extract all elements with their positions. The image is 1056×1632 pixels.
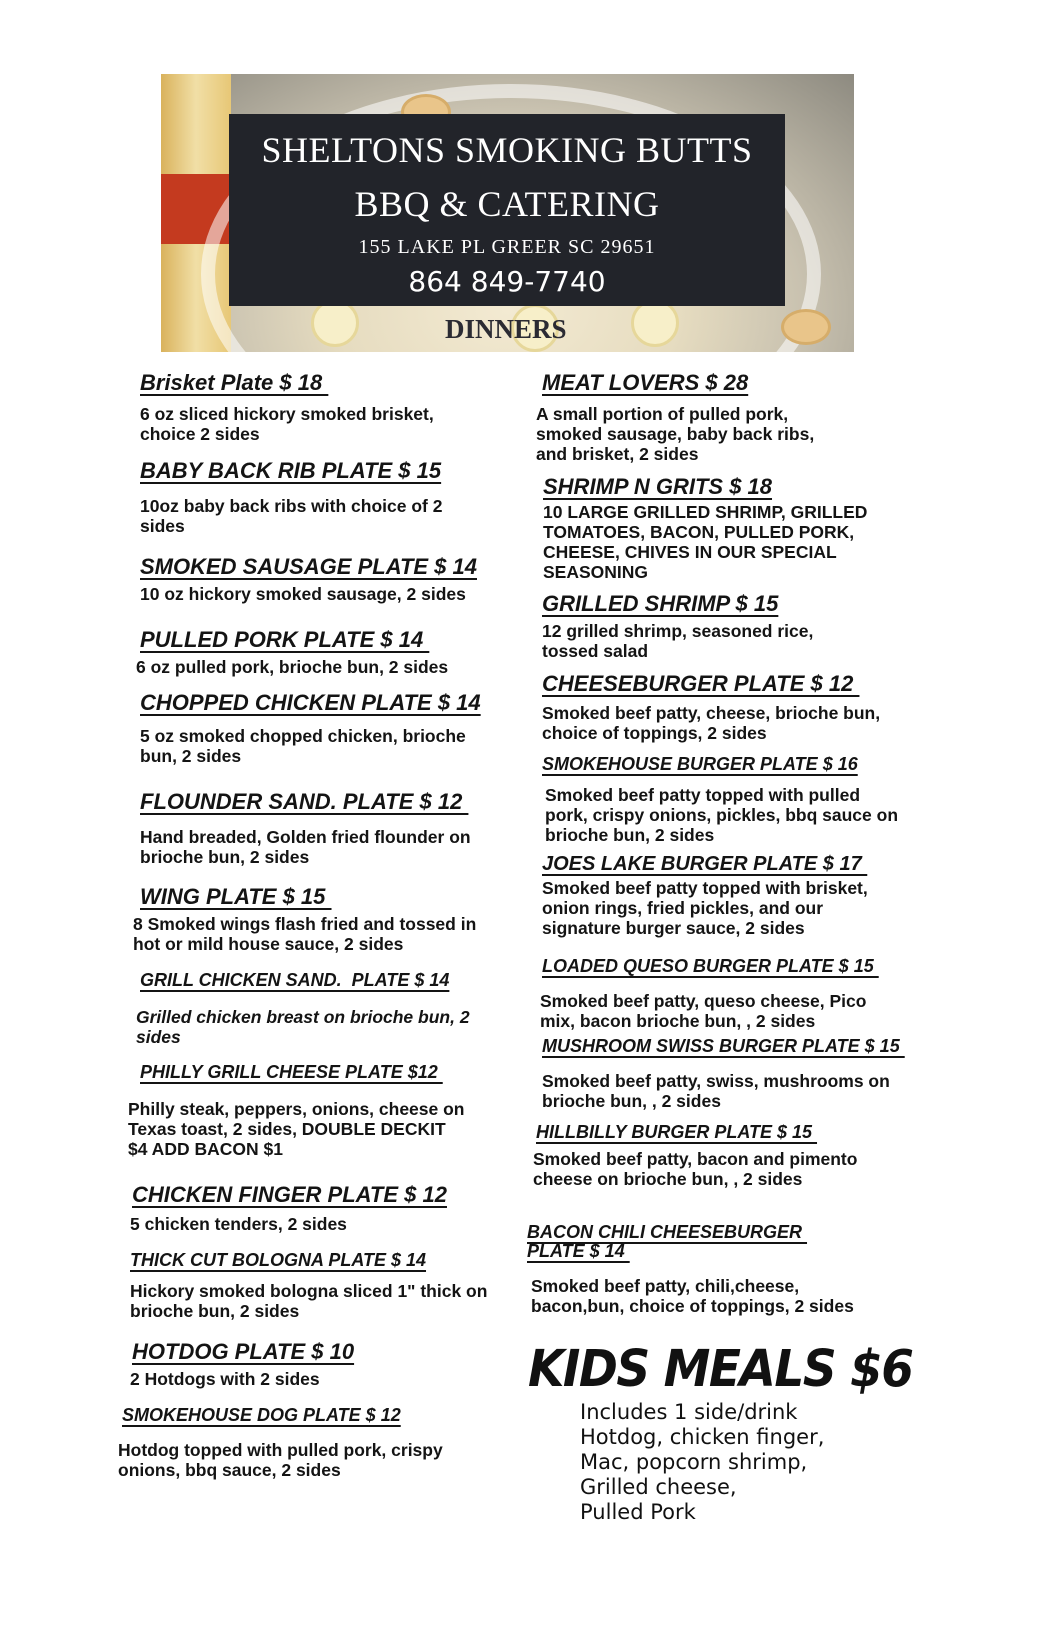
kids-meals-description [580,1400,824,1525]
menu-item-description: Smoked beef patty, queso cheese, Pico mix, bacon brioche bun, , 2 sides [540,991,867,1031]
menu-item-description: Grilled chicken breast on brioche bun, 2 sides [136,1007,470,1047]
kids-meals-title: KIDS MEALS $6 [528,1339,913,1400]
restaurant-phone: 864 849-7740 [408,265,606,298]
menu-item-title: THICK CUT BOLOGNA PLATE $ 14 [130,1250,427,1270]
menu-item-title: JOES LAKE BURGER PLATE $ 17 [542,853,868,875]
menu-item [542,853,902,938]
menu-item-description: 5 chicken tenders, 2 sides [130,1214,347,1234]
menu-item-description: Hickory smoked bologna sliced 1" thick on brioche bun, 2 sides [130,1281,488,1321]
menu-item-title: Brisket Plate $ 18 [140,370,329,395]
kids-meals-line: Includes 1 side/drink [580,1400,798,1424]
menu-item-description: Smoked beef patty, cheese, brioche bun, choice of toppings, 2 sides [542,703,881,743]
menu-item [136,970,496,1047]
menu-item-description: 6 oz pulled pork, brioche bun, 2 sides [136,657,449,677]
menu-item-description: Hand breaded, Golden fried flounder on brioche bun, 2 sides [140,827,471,867]
menu-item-title: HOTDOG PLATE $ 10 [132,1339,355,1364]
menu-item [130,1182,490,1234]
menu-item-description: Smoked beef patty topped with brisket, onion rings, fried pickles, and our signature burger sauce, 2 sides [542,878,868,938]
menu-item [128,1062,468,1159]
menu-item-description: Smoked beef patty, bacon and pimento cheese on brioche bun, , 2 sides [533,1149,858,1189]
menu-item [140,690,490,766]
menu-item-title: SMOKED SAUSAGE PLATE $ 14 [140,554,477,579]
menu-item-title: MEAT LOVERS $ 28 [542,370,749,395]
menu-item-title: HILLBILLY BURGER PLATE $ 15 [536,1122,818,1142]
menu-item [536,370,846,464]
menu-item [140,789,510,867]
menu-item [542,671,882,743]
menu-item-title: BABY BACK RIB PLATE $ 15 [140,458,442,483]
menu-item-description: 10oz baby back ribs with choice of 2 sides [140,496,443,536]
menu-item-title: SHRIMP N GRITS $ 18 [543,474,773,499]
menu-item-title: SMOKEHOUSE DOG PLATE $ 12 [122,1405,401,1425]
menu-item [542,1036,905,1111]
restaurant-name-line1: SHELTONS SMOKING BUTTS [261,130,753,170]
menu-item [118,1405,478,1480]
menu-item-title: BACON CHILI CHEESEBURGER [527,1222,808,1242]
menu-item [542,754,902,845]
menu-item-description: 10 oz hickory smoked sausage, 2 sides [140,584,466,604]
banana-slice-decoration [631,299,679,347]
menu-item [542,591,852,661]
kids-meals-line: Mac, popcorn shrimp, [580,1450,808,1474]
restaurant-address: 155 LAKE PL GREER SC 29651 [358,236,656,258]
menu-item-title: CHEESEBURGER PLATE $ 12 [542,671,860,696]
kids-meals-line: Hotdog, chicken finger, [580,1425,825,1449]
wafer-decoration [781,309,831,345]
restaurant-name-line2: BBQ & CATERING [354,184,660,224]
menu-item-title: PULLED PORK PLATE $ 14 [140,627,430,652]
menu-item-title: GRILL CHICKEN SAND. PLATE $ 14 [140,970,450,990]
menu-item-description: A small portion of pulled pork, smoked sausage, baby back ribs, and brisket, 2 sides [536,404,815,464]
restaurant-title-box [229,114,785,306]
menu-item-description: Smoked beef patty, chili,cheese, bacon,bun, choice of toppings, 2 sides [531,1276,854,1316]
menu-item-description: 8 Smoked wings flash fried and tossed in hot or mild house sauce, 2 sides [133,914,477,954]
menu-item [136,627,496,677]
menu-item [543,474,893,582]
menu-item [533,1122,863,1189]
menu-item [527,1222,857,1316]
menu-item [140,554,500,604]
menu-item-description: Smoked beef patty, swiss, mushrooms on brioche bun, , 2 sides [542,1071,890,1111]
menu-item-description: 6 oz sliced hickory smoked brisket, choice 2 sides [140,404,434,444]
menu-item-title: WING PLATE $ 15 [140,884,332,909]
menu-item-description: 12 grilled shrimp, seasoned rice, tossed salad [542,621,814,661]
menu-item-description: 10 LARGE GRILLED SHRIMP, GRILLED TOMATOES, BACON, PULLED PORK, CHEESE, CHIVES IN OUR SPECIAL SEASONING [543,502,868,582]
menu-item-title: LOADED QUESO BURGER PLATE $ 15 [542,956,879,976]
menu-item-description: Philly steak, peppers, onions, cheese on Texas toast, 2 sides, DOUBLE DECKIT $4 ADD BACON $1 [128,1099,465,1159]
menu-item [130,1339,490,1389]
menu-item [130,1250,515,1321]
menu-item-title: GRILLED SHRIMP $ 15 [542,591,779,616]
section-title: DINNERS [445,314,567,344]
menu-item-description: Smoked beef patty topped with pulled pork, crispy onions, pickles, bbq sauce on brioche bun, 2 sides [545,785,899,845]
menu-item-title: CHOPPED CHICKEN PLATE $ 14 [140,690,481,715]
kids-meals-line: Pulled Pork [580,1500,696,1524]
menu-item-title: FLOUNDER SAND. PLATE $ 12 [140,789,469,814]
menu-item-title: SMOKEHOUSE BURGER PLATE $ 16 [542,754,858,774]
banana-slice-decoration [311,299,359,347]
kids-meals-line: Grilled cheese, [580,1475,737,1499]
menu-item [133,884,503,954]
menu-item-description: 5 oz smoked chopped chicken, brioche bun, 2 sides [140,726,466,766]
menu-item [540,956,900,1031]
menu-item-title: MUSHROOM SWISS BURGER PLATE $ 15 [542,1036,905,1056]
menu-item-title-continued: PLATE $ 14 [527,1241,630,1261]
menu-item-title: CHICKEN FINGER PLATE $ 12 [132,1182,447,1207]
menu-item [140,370,470,444]
menu-item-description: Hotdog topped with pulled pork, crispy onions, bbq sauce, 2 sides [118,1440,443,1480]
menu-item [140,458,470,536]
menu-item-title: PHILLY GRILL CHEESE PLATE $12 [140,1062,443,1082]
menu-item-description: 2 Hotdogs with 2 sides [130,1369,320,1389]
